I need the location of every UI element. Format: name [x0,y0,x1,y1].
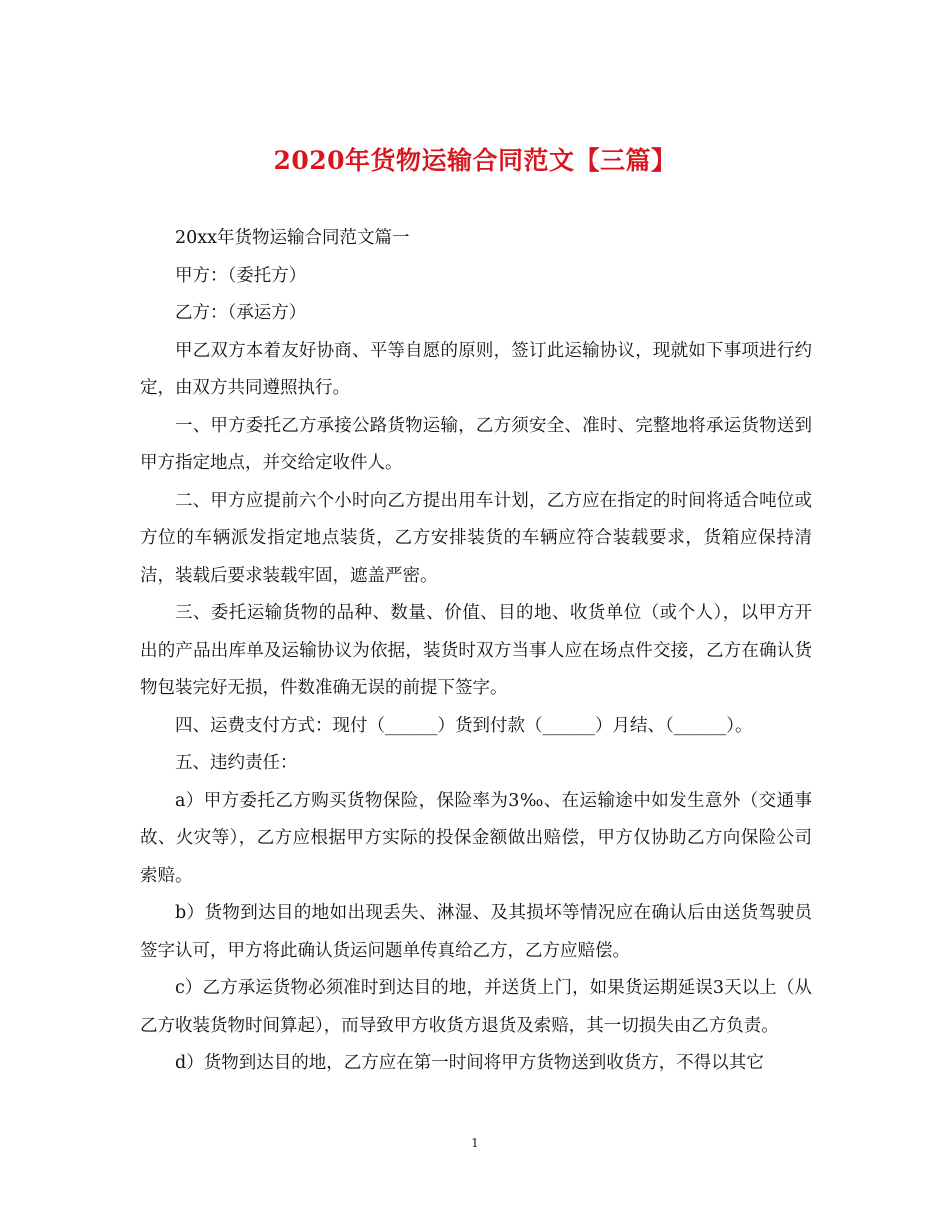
party-b-line: 乙方：（承运方） [175,303,307,323]
clause-4: 四、运费支付方式：现付（______）货到付款（______）月结、（______）。 [175,715,753,736]
clause-1: 一、甲方委托乙方承接公路货物运输，乙方须安全、准时、完整地将承运货物送到甲方指定地点，并交给定收件人。 [140,415,812,473]
document-body [140,220,812,1083]
party-a-line: 甲方：（委托方） [175,265,307,286]
document-title: 2020年货物运输合同范文【三篇】 [273,146,677,175]
clause-5b: b）货物到达目的地如出现丢失、淋湿、及其损坏等情况应在确认后由送货驾驶员签字认可，甲方将此确认货运问题单传真给乙方，乙方应赔偿。 [140,903,812,961]
page-number: 1 [471,1136,479,1150]
clause-5a: a）甲方委托乙方购买货物保险，保险率为3‰、在运输途中如发生意外（交通事故、火灾等），乙方应根据甲方实际的投保金额做出赔偿，甲方仅协助乙方向保险公司索赔。 [140,790,812,886]
preamble-paragraph: 甲乙双方本着友好协商、平等自愿的原则，签订此运输协议，现就如下事项进行约定，由双方共同遵照执行。 [140,340,812,398]
clause-2: 二、甲方应提前六个小时向乙方提出用车计划，乙方应在指定的时间将适合吨位或方位的车辆派发指定地点装货，乙方安排装货的车辆应符合装载要求，货箱应保持清洁，装载后要求装载牢固，遮盖严密。 [140,490,812,586]
clause-3: 三、委托运输货物的品种、数量、价值、目的地、收货单位（或个人），以甲方开出的产品出库单及运输协议为依据，装货时双方当事人应在场点件交接，乙方在确认货物包装完好无损，件数准确无误的前提下签字。 [140,603,812,698]
clause-5c: c）乙方承运货物必须准时到达目的地，并送货上门，如果货运期延误3天以上（从乙方收装货物时间算起），而导致甲方收货方退货及索赔，其一切损失由乙方负责。 [140,978,812,1036]
section-heading: 20xx年货物运输合同范文篇一 [175,228,410,248]
clause-5-heading: 五、违约责任： [175,753,298,773]
clause-5d: d）货物到达目的地，乙方应在第一时间将甲方货物送到收货方，不得以其它 [175,1053,764,1073]
